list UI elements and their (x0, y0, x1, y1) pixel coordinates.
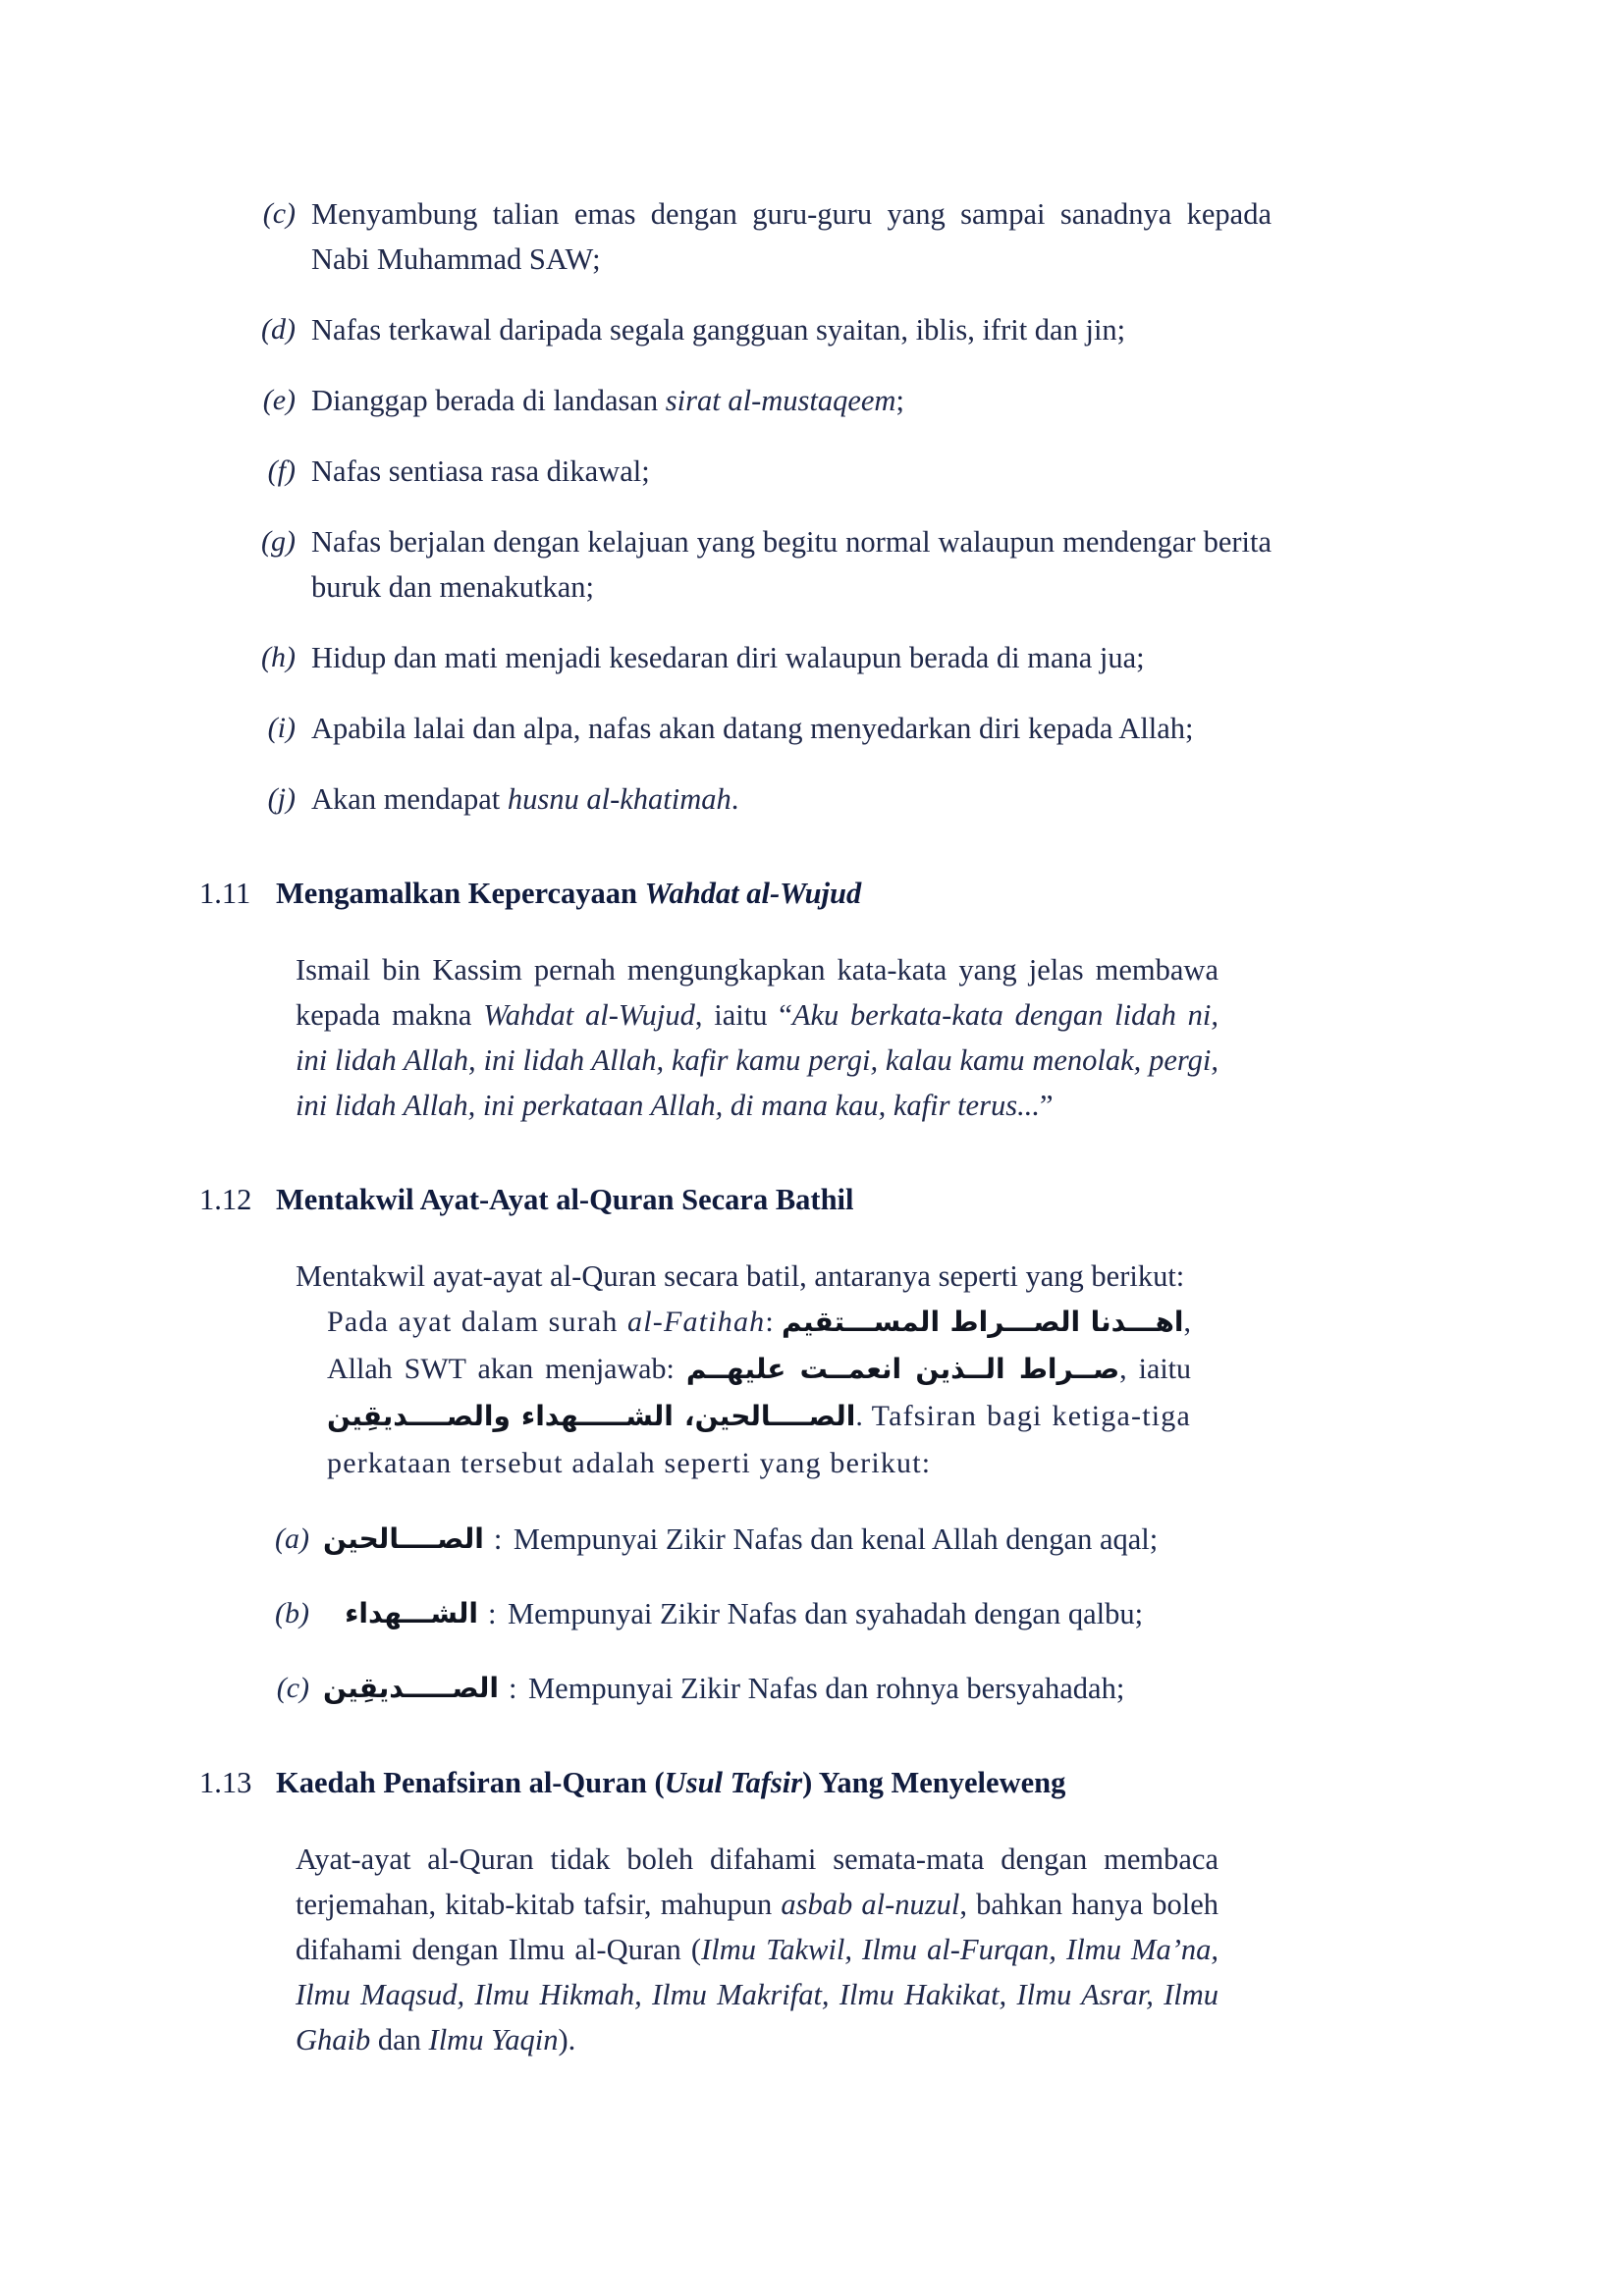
para-italic-list: Ilmu Takwil, Ilmu al-Furqan, Ilmu Ma’na, Ilmu Maqsud, Ilmu Hikmah, Ilmu Makrifat, Ilmu Hakikat, Ilmu Asrar, Ilmu Ghaib (296, 1933, 1218, 2056)
surah-name-italic: al-Fatihah (627, 1306, 766, 1338)
para-text: ” (1039, 1089, 1054, 1122)
section-title-tail: ) Yang Menyeleweng (802, 1766, 1066, 1799)
section-title (276, 1762, 1272, 1803)
page-content (199, 191, 1272, 2062)
definition-row (250, 1666, 1272, 1711)
list-text (311, 378, 1272, 423)
list-marker: (c) (262, 197, 296, 230)
list-item (250, 706, 1272, 751)
list-text-italic: sirat al-mustaqeem (665, 384, 896, 417)
para-text: Ismail bin Kassim pernah mengungkapkan kata-kata yang jelas membawa kepada makna (296, 953, 1218, 1032)
lettered-list-top (250, 191, 1272, 822)
para-text: , iaitu “ (694, 998, 792, 1032)
definition-term-arabic: الصــــالحين (323, 1522, 484, 1555)
paragraph-1-13 (296, 1837, 1218, 2062)
list-marker: (i) (267, 712, 296, 744)
section-title: Mentakwil Ayat-Ayat al-Quran Secara Bathil (276, 1183, 854, 1216)
section-title-plain: Kaedah Penafsiran al-Quran ( (276, 1766, 665, 1799)
list-text: Menyambung talian emas dengan guru-guru yang sampai sanadnya kepada Nabi Muhammad SAW; (311, 197, 1272, 276)
section-title-italic: Wahdat al-Wujud (644, 877, 862, 910)
definition-text: Mempunyai Zikir Nafas dan syahadah dengan qalbu; (508, 1597, 1144, 1630)
quote-text: , iaitu (1119, 1353, 1191, 1385)
quote-text: : (765, 1306, 782, 1338)
definition-row (250, 1591, 1272, 1636)
list-text: Nafas berjalan dengan kelajuan yang begitu normal walaupun mendengar berita buruk dan menakutkan; (311, 525, 1272, 604)
list-text-plain: Akan mendapat (311, 782, 508, 816)
definition-marker: (b) (275, 1597, 309, 1629)
list-marker: (f) (267, 454, 296, 487)
para-text: Ayat-ayat al-Quran tidak boleh difahami semata-mata dengan membaca terjemahan, kitab-kitab tafsir, mahupun (296, 1842, 1218, 1921)
para-italic: asbab al-nuzul (781, 1888, 960, 1921)
arabic-verse-2: صــراط الــذين انعمــت عليهــم (685, 1353, 1120, 1385)
quran-quote-block (327, 1299, 1191, 1487)
definition-text: Mempunyai Zikir Nafas dan rohnya bersyahadah; (528, 1672, 1125, 1705)
section-heading-1-13 (199, 1762, 1272, 1803)
list-text-tail: ; (895, 384, 904, 417)
section-number: 1.13 (199, 1766, 252, 1799)
quote-text: . Tafsiran bagi ketiga-tiga perkataan tersebut adalah seperti yang berikut: (327, 1400, 1192, 1479)
section-number: 1.11 (199, 877, 251, 910)
definition-colon: : (509, 1672, 517, 1705)
list-item (250, 378, 1272, 423)
definition-term-arabic: الشـــهداء (345, 1597, 478, 1629)
list-marker: (h) (261, 641, 296, 673)
definition-colon: : (488, 1597, 497, 1630)
list-marker: (d) (261, 313, 296, 346)
list-item (250, 776, 1272, 822)
arabic-verse-1: اهـــدنا الصـــراط المســـتقيم (781, 1306, 1184, 1338)
section-title-plain: Mengamalkan Kepercayaan (276, 877, 645, 910)
para-text: dan (370, 2023, 429, 2056)
section-heading-1-12 (199, 1179, 1272, 1220)
list-marker: (g) (261, 525, 296, 558)
para-text: , bahkan hanya boleh difahami dengan Ilmu al-Quran ( (296, 1888, 1219, 1966)
list-text-tail: . (731, 782, 739, 816)
section-title (276, 873, 1272, 914)
definition-marker: (a) (275, 1522, 309, 1555)
list-marker: (j) (267, 782, 296, 815)
list-text: Nafas terkawal daripada segala gangguan syaitan, iblis, ifrit dan jin; (311, 313, 1126, 347)
definition-marker: (c) (276, 1672, 309, 1704)
definition-colon: : (493, 1522, 503, 1556)
definition-text: Mempunyai Zikir Nafas dan kenal Allah dengan aqal; (513, 1522, 1159, 1556)
definition-row (250, 1517, 1272, 1562)
section-number: 1.12 (199, 1183, 252, 1216)
para-text: ). (558, 2023, 576, 2056)
list-text: Hidup dan mati menjadi kesedaran diri walaupun berada di mana jua; (311, 641, 1145, 674)
list-text: Nafas sentiasa rasa dikawal; (311, 454, 650, 488)
list-item (250, 191, 1272, 282)
para-quote-italic: Aku berkata-kata dengan lidah ni, ini lidah Allah, ini lidah Allah, kafir kamu pergi, kalau kamu menolak, pergi, ini lidah Allah, ini perkataan Allah, di mana kau, kafir terus... (296, 998, 1218, 1122)
arabic-definition-list (250, 1517, 1272, 1711)
list-text (311, 776, 1272, 822)
quote-text: Pada ayat dalam surah (327, 1306, 628, 1338)
paragraph-1-12-intro: Mentakwil ayat-ayat al-Quran secara batil, antaranya seperti yang berikut: (296, 1259, 1185, 1293)
section-heading-1-11 (199, 873, 1272, 914)
section-title-italic: Usul Tafsir (664, 1766, 803, 1799)
list-text-italic: husnu al-khatimah (507, 782, 731, 816)
list-item (250, 307, 1272, 352)
list-text: Apabila lalai dan alpa, nafas akan datang menyedarkan diri kepada Allah; (311, 712, 1194, 745)
list-item (250, 449, 1272, 494)
quote-text: , Allah SWT akan menjawab: (327, 1306, 1192, 1385)
list-item (250, 519, 1272, 610)
list-text-plain: Dianggap berada di landasan (311, 384, 666, 417)
definition-term-arabic: الصـــــديقِين (323, 1672, 500, 1704)
list-marker: (e) (262, 384, 296, 416)
para-italic: Wahdat al-Wujud (483, 998, 695, 1032)
arabic-terms: الصــــالحين، الشـــــهداء والصــــديقِين (327, 1400, 856, 1432)
list-item (250, 635, 1272, 680)
paragraph-1-11 (296, 947, 1218, 1128)
para-italic-last: Ilmu Yaqin (428, 2023, 559, 2056)
